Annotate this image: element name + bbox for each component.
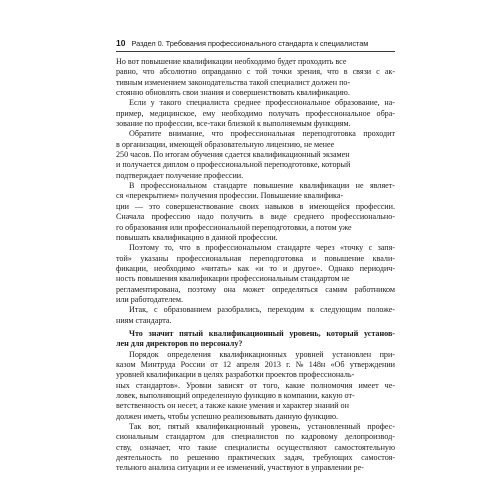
text-line: стоянно обновлять свои знания и совершенствовать квалификацию. [116, 88, 350, 98]
text-line: В профессиональном стандарте повышение квалификации не являет- [129, 181, 395, 191]
question-heading-line: Что значит пятый квалификационный уровень, который установ- [129, 328, 395, 338]
text-line: и получается диплом о профессиональной переподготовке, который [116, 160, 351, 170]
text-line: Но вот повышение квалификации необходимо будет проходить все [116, 57, 347, 66]
text-line: повышать квалификацию в данной профессии. [116, 232, 278, 242]
text-line: равно, что абсолютно оправданно с той точки зрения, что в связи с ак- [116, 67, 395, 77]
text-line: тивным изменением законодательства такой специалист должен по- [116, 77, 351, 87]
text-line: ловек, выполняющий определенную функцию в компании, какую от- [116, 391, 355, 400]
text-line: зование по профессии, все-таки близкой к выполняемым функциям. [116, 119, 351, 129]
page-number: 10 [116, 37, 126, 48]
text-line: тельного анализа ситуации и ее изменений, участвуют в управлении ре- [116, 463, 364, 473]
text-line: Если у такого специалиста среднее профессиональное образование, на- [129, 98, 395, 108]
text-line: ниям стандарта. [116, 315, 172, 325]
text-line: Так вот, пятый квалификационный уровень, установленный профес- [129, 422, 395, 432]
text-line: в организации, имеющей образовательную лицензию, не менее [116, 139, 335, 149]
text-line: ся «перекрытием» получения профессии. Повышение квалифика- [116, 191, 344, 201]
text-line: должен иметь, чтобы успешно реализовывать данную функцию. [116, 411, 339, 421]
running-header [116, 0, 395, 52]
text-line: Порядок определения квалификационных уровней установлен при- [129, 349, 395, 359]
text-line: 250 часов. По итогам обучения сдается квалификационный экзамен [116, 150, 350, 160]
text-line: ции — это совершенствование своих навыков в имеющейся профессии. [116, 201, 395, 211]
text-line: сиональным стандартом для специалистов по кадровому делопроизвод- [116, 432, 395, 442]
body-text [116, 57, 395, 474]
text-line: казом Минтруда России от 12 апреля 2013 г. № 148н «Об утверждении [116, 359, 395, 369]
text-line: или работодателем. [116, 294, 183, 304]
section-title: Раздел 0. Требования профессионального стандарта к специалистам [131, 38, 369, 48]
text-line: Итак, с образованием разобрались, переходим к следующим положе- [129, 305, 395, 315]
text-line: Сначала профессию надо получить в виде среднего профессионально- [116, 212, 395, 222]
text-line: го образования или профессиональной переподготовки, а потом уже [116, 222, 352, 232]
question-heading-line: лен для директоров по персоналу? [116, 339, 243, 349]
text-line: Обратите внимание, что профессиональная переподготовка проходит [129, 129, 395, 139]
text-line: уровней квалификации в целях разработки проектов профессиональ- [116, 370, 355, 380]
text-line: деятельность по решению практических задач, требующих самостоя- [116, 453, 395, 463]
text-line: пример, медицинское, ему необходимо получать профессиональное обра- [116, 108, 395, 118]
book-page [116, 0, 395, 500]
text-line: Поэтому то, что в профессиональном стандарте через «точку с запя- [129, 243, 395, 253]
text-line: ству, означает, что такие специалисты осуществляют самостоятельную [116, 442, 395, 452]
text-line: ных стандартов». Уровни зависят от того, какие полномочия имеет че- [116, 380, 395, 390]
text-line: подтверждает получение профессии. [116, 170, 244, 180]
text-line: той» указаны профессиональная переподготовка и повышение квали- [116, 253, 395, 263]
text-line: ветственность он несет, а также какие умения и характер знаний он [116, 401, 349, 411]
text-line: фикации, необходимо «читать» как «и то и другое». Однако периодич- [116, 263, 395, 273]
text-line: регламентирована, поэтому она может определяться самим работником [116, 284, 395, 294]
text-line: ность повышения квалификации профессиональным стандартом не [116, 274, 350, 284]
